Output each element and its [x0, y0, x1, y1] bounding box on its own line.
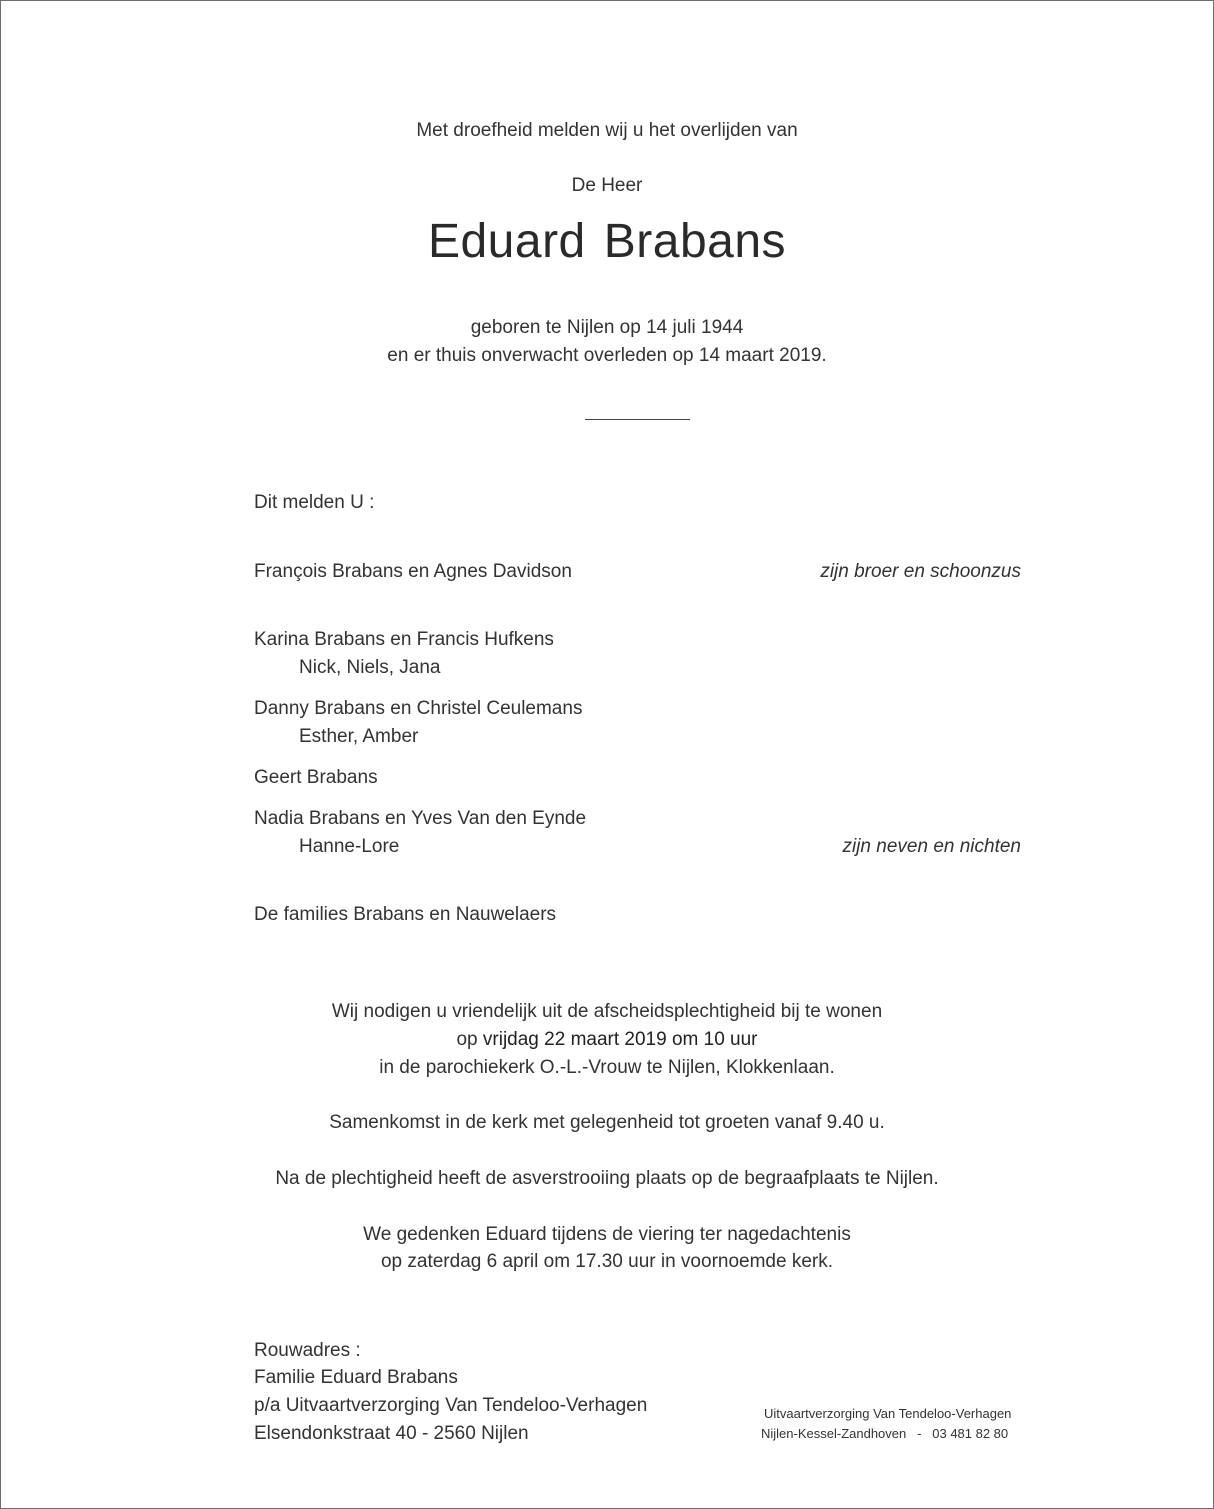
family-entry-children: Esther, Amber: [299, 726, 419, 747]
family-entry-children: Nick, Niels, Jana: [299, 657, 441, 678]
family-entry-name: De families Brabans en Nauwelaers: [254, 904, 557, 925]
address-line-3: Elsendonkstraat 40 - 2560 Nijlen: [254, 1423, 529, 1444]
ceremony-invite: Wij nodigen u vriendelijk uit de afscheidsplechtigheid bij te wonen: [331, 1001, 883, 1022]
intro-text: Met droefheid melden wij u het overlijden van: [416, 120, 798, 141]
ceremony-date-prefix: op: [456, 1029, 483, 1050]
family-entry-name: Danny Brabans en Christel Ceulemans: [254, 698, 583, 719]
family-announce: Dit melden U :: [254, 492, 375, 513]
memorial-line-2: op zaterdag 6 april om 17.30 uur in voornoemde kerk.: [380, 1251, 834, 1272]
family-entry-name: Nadia Brabans en Yves Van den Eynde: [254, 808, 587, 829]
address-line-1: Familie Eduard Brabans: [254, 1367, 458, 1388]
ceremony-scattering: Na de plechtigheid heeft de asverstrooiing plaats op de begraafplaats te Nijlen.: [275, 1168, 939, 1189]
family-entry-name: Geert Brabans: [254, 767, 378, 788]
memorial-line-1: We gedenken Eduard tijdens de viering ter nagedachtenis: [363, 1224, 851, 1245]
first-name: Eduard: [427, 215, 586, 268]
ceremony-date: vrijdag 22 maart 2019 om 10 uur: [482, 1029, 758, 1050]
family-entry-children: Hanne-Lore: [299, 836, 400, 857]
divider-line: [585, 419, 690, 420]
ceremony-gathering: Samenkomst in de kerk met gelegenheid tot groeten vanaf 9.40 u.: [329, 1112, 885, 1133]
deceased-name: [0, 214, 1214, 270]
last-name: Brabans: [603, 215, 787, 268]
family-relation: zijn broer en schoonzus: [820, 561, 1021, 582]
address-label: Rouwadres :: [254, 1340, 361, 1361]
ceremony-date-line: [0, 1029, 1214, 1051]
honorific: De Heer: [571, 175, 643, 196]
family-entry-name: Karina Brabans en Francis Hufkens: [254, 629, 554, 650]
undertaker-name: Uitvaartverzorging Van Tendeloo-Verhagen: [764, 1406, 1012, 1421]
ceremony-location: in de parochiekerk O.-L.-Vrouw te Nijlen, Klokkenlaan.: [379, 1057, 835, 1078]
death-line: en er thuis onverwacht overleden op 14 maart 2019.: [387, 345, 827, 366]
birth-line: geboren te Nijlen op 14 juli 1944: [470, 317, 744, 338]
address-line-2: p/a Uitvaartverzorging Van Tendeloo-Verhagen: [254, 1395, 648, 1416]
undertaker-contact: Nijlen-Kessel-Zandhoven - 03 481 82 80: [761, 1426, 1009, 1441]
family-entry-name: François Brabans en Agnes Davidson: [254, 561, 572, 582]
family-relation: zijn neven en nichten: [842, 836, 1021, 857]
